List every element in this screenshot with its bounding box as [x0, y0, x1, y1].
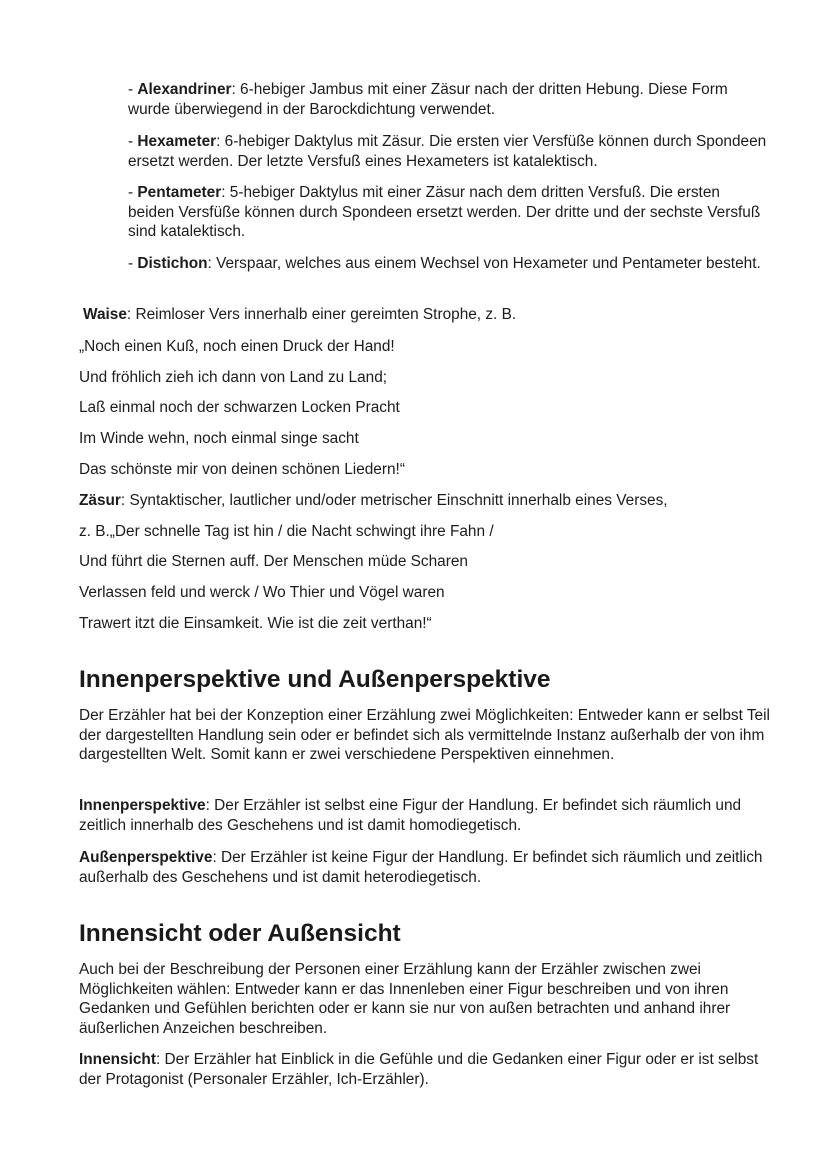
list-dash: - — [128, 255, 138, 272]
term-zaesur: Zäsur — [79, 492, 121, 509]
innensicht-definition: Innensicht: Der Erzähler hat Einblick in die Gefühle und die Gedanken einer Figur oder er ist selbst der Protagonist (Personaler Erzähler, Ich-Erzähler). — [79, 1051, 759, 1088]
term-hexameter: Hexameter — [137, 133, 217, 150]
verse-line: Und fröhlich zieh ich dann von Land zu Land; — [79, 369, 388, 386]
aussenperspektive-definition: Außenperspektive: Der Erzähler ist keine Figur der Handlung. Er befindet sich räumlich und zeitlich außerhalb des Geschehens und ist damit heterodiegetisch. — [79, 849, 763, 886]
list-item-pentameter — [128, 183, 768, 242]
list-dash: - — [128, 184, 138, 201]
term-waise: Waise — [83, 306, 127, 323]
verse-line: Trawert itzt die Einsamkeit. Wie ist die zeit verthan!“ — [79, 615, 432, 632]
verse-line: „Noch einen Kuß, noch einen Druck der Hand! — [79, 338, 395, 355]
verse-line: Und führt die Sternen auff. Der Menschen müde Scharen — [79, 553, 468, 570]
perspektive-intro: Der Erzähler hat bei der Konzeption einer Erzählung zwei Möglichkeiten: Entweder kann er selbst Teil der dargestellten Handlung sein oder er befindet sich als vermittelnde Instanz außerhalb der von ihm dargestellten Welt. Somit kann er zwei verschiedene Perspektiven einnehmen. — [79, 707, 770, 764]
list-dash: - — [128, 81, 138, 98]
waise-definition: Waise: Reimloser Vers innerhalb einer gereimten Strophe, z. B. — [83, 306, 517, 323]
definition-pentameter: : 5-hebiger Daktylus mit einer Zäsur nach dem dritten Versfuß. Die ersten beiden Versfüße können durch Spondeen ersetzt werden. Der dritte und der sechste Versfuß sind katalektisch. — [128, 184, 761, 241]
verse-line: Verlassen feld und werck / Wo Thier und Vögel waren — [79, 584, 445, 601]
innenperspektive-definition: Innenperspektive: Der Erzähler ist selbst eine Figur der Handlung. Er befindet sich räumlich und zeitlich innerhalb des Geschehens und ist damit homodiegetisch. — [79, 797, 742, 834]
verse-line: Laß einmal noch der schwarzen Locken Pracht — [79, 399, 400, 416]
term-innenperspektive: Innenperspektive — [79, 797, 206, 814]
section-heading-sicht: Innensicht oder Außensicht — [79, 920, 401, 947]
term-distichon: Distichon — [137, 255, 208, 272]
list-item-alexandriner — [128, 80, 768, 119]
verse-line: Im Winde wehn, noch einmal singe sacht — [79, 430, 359, 447]
definition-distichon: : Verspaar, welches aus einem Wechsel von Hexameter und Pentameter besteht. — [207, 255, 761, 272]
term-innensicht: Innensicht — [79, 1051, 156, 1068]
definition-hexameter: : 6-hebiger Daktylus mit Zäsur. Die ersten vier Versfüße können durch Spondeen ersetzt werden. Der letzte Versfuß eines Hexameters ist katalektisch. — [128, 133, 767, 170]
term-alexandriner: Alexandriner — [137, 81, 232, 98]
sicht-intro: Auch bei der Beschreibung der Personen einer Erzählung kann der Erzähler zwischen zwei Möglichkeiten wählen: Entweder kann er das Innenleben einer Figur beschreiben und von ihren Gedanken und Gefühlen berichten oder er kann sie nur von außen betrachten und anhand ihrer äußerlichen Anzeichen beschreiben. — [79, 961, 731, 1037]
verse-line: z. B.„Der schnelle Tag ist hin / die Nacht schwingt ihre Fahn / — [79, 523, 494, 540]
zaesur-definition: Zäsur: Syntaktischer, lautlicher und/oder metrischer Einschnitt innerhalb eines Verses, — [79, 492, 668, 509]
list-item-distichon — [128, 254, 768, 274]
section-heading-perspektive: Innenperspektive und Außenperspektive — [79, 666, 551, 693]
list-item-hexameter — [128, 132, 768, 171]
list-dash: - — [128, 133, 138, 150]
term-pentameter: Pentameter — [137, 184, 222, 201]
verse-line: Das schönste mir von deinen schönen Liedern!“ — [79, 461, 405, 478]
term-aussenperspektive: Außenperspektive — [79, 849, 213, 866]
definition-alexandriner: : 6-hebiger Jambus mit einer Zäsur nach der dritten Hebung. Diese Form wurde überwiegend in der Barockdichtung verwendet. — [128, 81, 728, 118]
